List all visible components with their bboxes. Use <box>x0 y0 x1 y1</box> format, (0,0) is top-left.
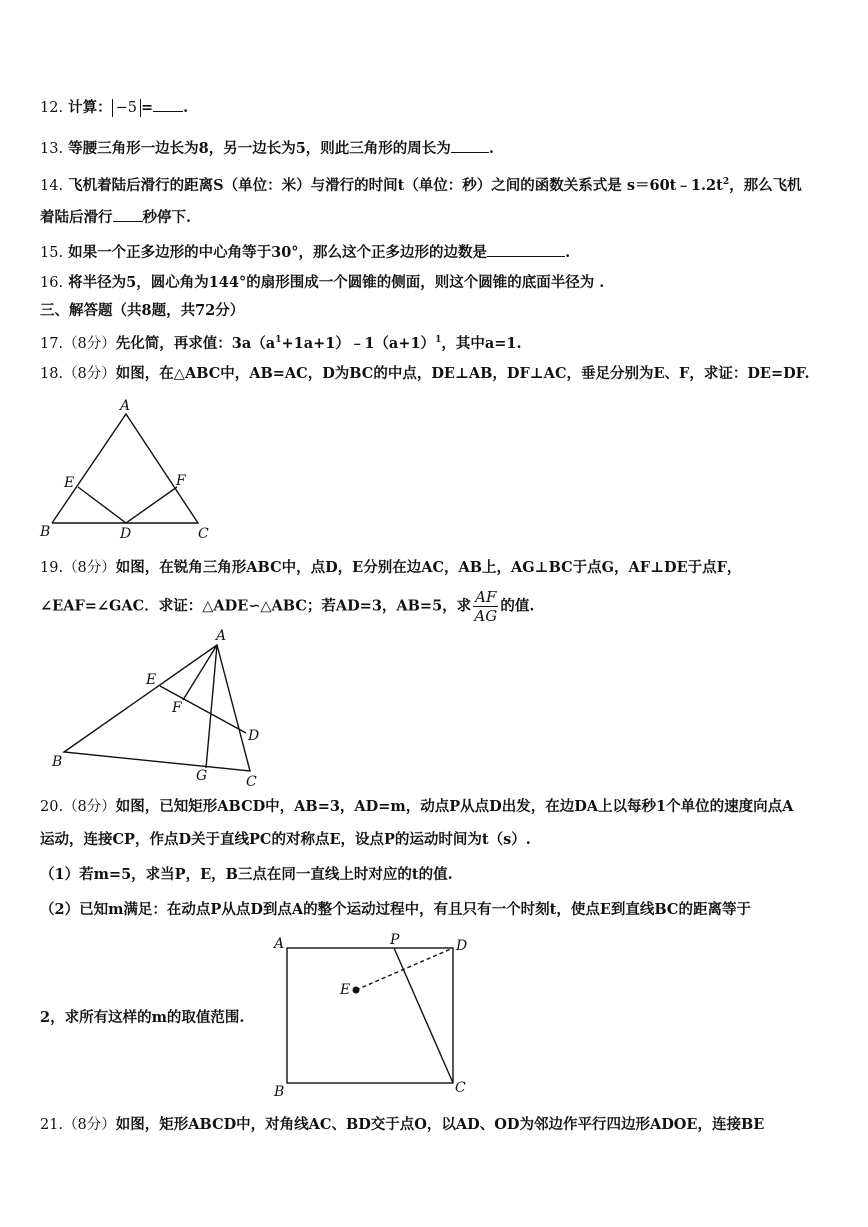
question-14 <box>40 172 802 196</box>
question-text: 如图，矩形ABCD中，对角线AC、BD交于点O，以AD、OD为邻边作平行四边形ADOE，连接BE <box>115 1116 765 1133</box>
question-text-cont: ，其中a=1. <box>441 334 522 352</box>
question-19 <box>40 558 741 578</box>
question-number: 21. <box>40 1117 64 1133</box>
period: . <box>488 140 494 157</box>
question-20-part1 <box>40 865 453 885</box>
question-text: 等腰三角形一边长为8，另一边长为5，则此三角形的周长为 <box>68 140 451 157</box>
label-d: D <box>248 728 260 744</box>
question-number: 14. <box>40 177 64 194</box>
question-15 <box>40 240 570 263</box>
label-g: G <box>196 768 208 784</box>
question-12 <box>40 95 188 118</box>
question-number: 20. <box>40 799 64 815</box>
superscript: 1 <box>275 335 282 345</box>
question-20 <box>40 797 793 817</box>
label-a: A <box>216 628 227 644</box>
question-text: 如图，在锐角三角形ABC中，点D，E分别在边AC，AB上，AG⊥BC于点G，AF⊥DE于点F， <box>115 559 742 576</box>
question-text: ∠EAF=∠GAC．求证：△ADE∽△ABC；若AD=3，AB=5，求 <box>40 597 472 615</box>
question-21 <box>40 1115 764 1135</box>
section-heading: 三、解答题（共8题，共72分） <box>40 302 245 319</box>
question-13 <box>40 136 494 159</box>
segment-af <box>183 645 217 700</box>
triangle-abc <box>64 645 250 771</box>
question-20-line2 <box>40 830 531 850</box>
question-part: 2，求所有这样的m的取值范围. <box>40 1009 245 1026</box>
label-a: A <box>120 398 131 414</box>
absolute-value: −5 <box>112 99 141 117</box>
superscript: 1 <box>435 335 442 345</box>
score: （8分） <box>63 335 116 352</box>
question-19-line2 <box>40 588 534 625</box>
label-e: E <box>146 672 157 688</box>
superscript: 2 <box>722 177 730 187</box>
label-f: F <box>176 473 186 489</box>
segment-pc <box>394 948 453 1083</box>
question-text: 计算： <box>68 99 112 116</box>
question-16 <box>40 273 604 293</box>
question-text-cont: ，那么飞机 <box>729 176 802 194</box>
label-f: F <box>172 700 182 716</box>
question-part: （2）已知m满足：在动点P从点D到点A的整个运动过程中，有且只有一个时刻t，使点E到直线BC的距离等于 <box>40 901 751 918</box>
period: . <box>183 99 189 116</box>
label-c: C <box>246 774 257 790</box>
question-number: 19. <box>40 560 64 576</box>
label-d: D <box>456 938 468 954</box>
question-text-cont: +1a+1）﹣1（a+1） <box>281 334 436 352</box>
question-text: 着陆后滑行 <box>40 209 113 226</box>
score: （8分） <box>63 1117 116 1133</box>
label-p: P <box>390 932 400 948</box>
period: . <box>565 244 571 261</box>
score: （8分） <box>63 560 116 576</box>
label-b: B <box>40 524 51 540</box>
label-b: B <box>274 1084 285 1100</box>
segment-de <box>160 686 246 733</box>
altitude-ag <box>206 645 217 768</box>
answer-blank <box>113 205 143 222</box>
rectangle-abcd <box>287 948 453 1083</box>
label-d: D <box>120 526 132 542</box>
answer-blank <box>153 95 183 112</box>
question-text: 运动，连接CP，作点D关于直线PC的对称点E，设点P的运动时间为t（s）. <box>40 831 531 848</box>
triangle-abc <box>52 414 198 523</box>
question-part: （1）若m=5，求当P，E，B三点在同一直线上时对应的t的值. <box>40 866 453 883</box>
label-e: E <box>64 475 75 491</box>
fraction-denominator: AG <box>474 607 498 625</box>
segment-ed-dashed <box>356 948 453 990</box>
question-17 <box>40 330 522 354</box>
question-number: 13. <box>40 141 64 157</box>
question-text: 如图，已知矩形ABCD中，AB=3，AD=m，动点P从点D出发，在边DA上以每秒1个单位的速度向点A <box>115 798 794 815</box>
perpendiculars <box>78 487 177 523</box>
fraction-af-ag <box>473 588 498 625</box>
question-number: 16. <box>40 275 64 291</box>
question-14-line2 <box>40 205 191 228</box>
question-text: 飞机着陆后滑行的距离S（单位：米）与滑行的时间t（单位：秒）之间的函数关系式是 s＝60t﹣1.2t <box>68 176 723 194</box>
question-20-part2b <box>40 1008 244 1028</box>
point-e <box>353 987 360 994</box>
question-text-cont: 的值. <box>500 597 535 615</box>
question-18 <box>40 364 810 384</box>
question-number: 17. <box>40 335 64 352</box>
answer-blank <box>451 136 489 153</box>
question-text-cont: 秒停下. <box>142 209 192 226</box>
question-text: 如果一个正多边形的中心角等于30°，那么这个正多边形的边数是 <box>68 244 488 261</box>
question-text: 如图，在△ABC中，AB=AC，D为BC的中点，DE⊥AB，DF⊥AC，垂足分别为E、F，求证：DE=DF. <box>115 365 810 382</box>
question-number: 12. <box>40 100 64 116</box>
fraction-numerator: AF <box>475 588 497 606</box>
question-text: 将半径为5，圆心角为144°的扇形围成一个圆锥的侧面，则这个圆锥的底面半径为 . <box>68 274 605 291</box>
label-e: E <box>340 982 351 998</box>
label-c: C <box>198 526 209 542</box>
question-number: 18. <box>40 366 64 382</box>
question-number: 15. <box>40 245 64 261</box>
score: （8分） <box>63 799 116 815</box>
score: （8分） <box>63 366 116 382</box>
answer-blank <box>487 240 565 257</box>
question-20-part2 <box>40 900 751 920</box>
question-text: 先化简，再求值：3a（a <box>115 334 276 352</box>
label-a: A <box>274 936 285 952</box>
label-b: B <box>52 754 63 770</box>
section-title <box>40 301 244 321</box>
equals-sign: = <box>141 99 154 116</box>
label-c: C <box>455 1080 466 1096</box>
